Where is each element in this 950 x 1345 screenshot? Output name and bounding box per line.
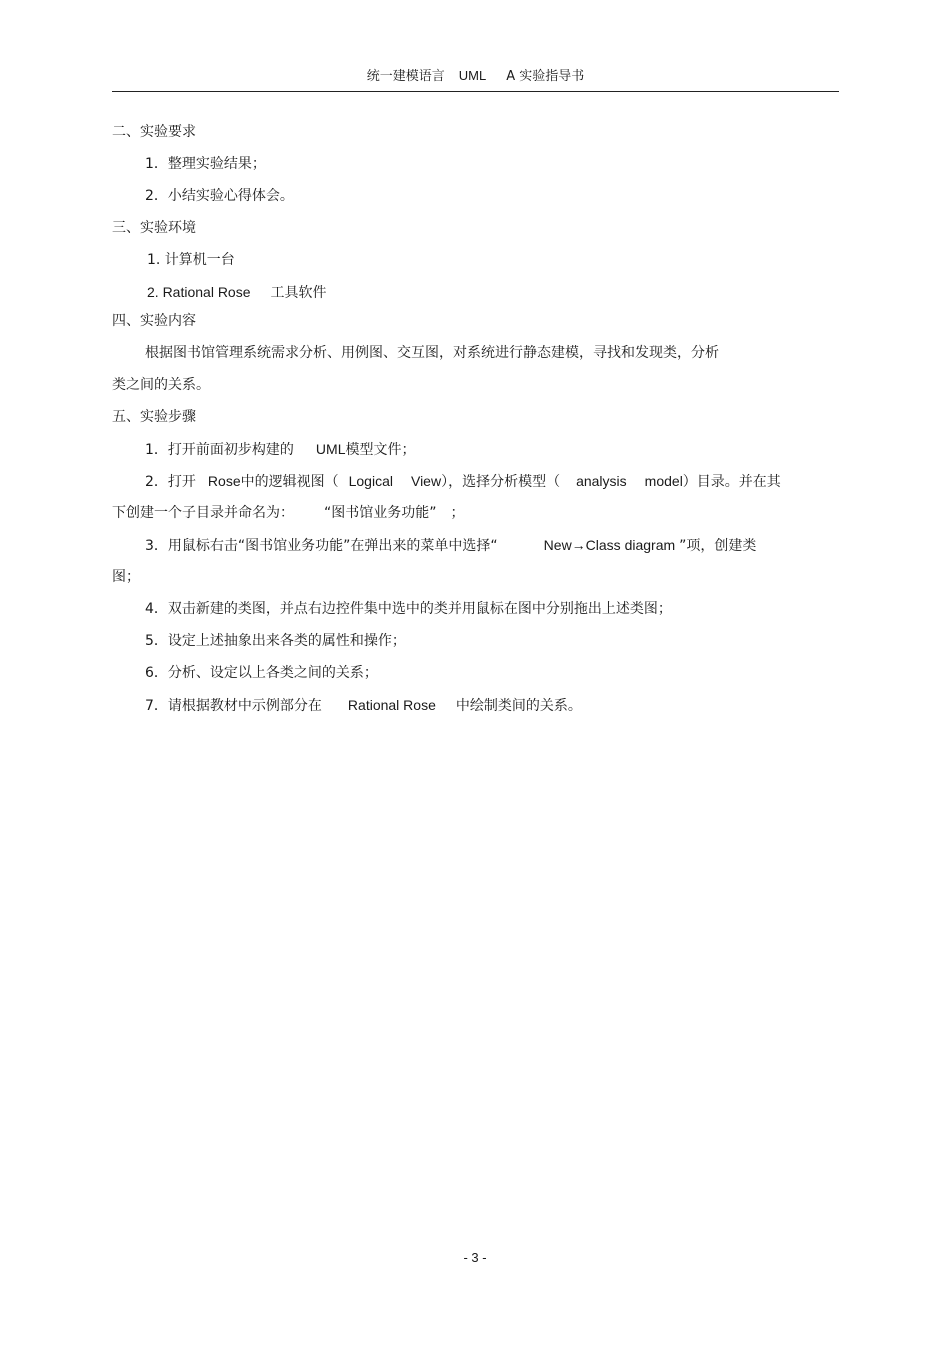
environment-item-2-suffix: 工具软件 bbox=[270, 285, 327, 301]
step-2-text-f: analysis bbox=[576, 473, 627, 489]
step-5: 5．设定上述抽象出来各类的属性和操作； bbox=[145, 633, 406, 649]
step-2-text-d: Logical bbox=[348, 473, 393, 489]
step-2-text-a: 2．打开 bbox=[145, 474, 196, 490]
step-1-text-b: UML模型文件； bbox=[315, 441, 416, 457]
requirement-item-2: 2．小结实验心得体会。 bbox=[145, 188, 294, 204]
step-1 bbox=[112, 437, 828, 469]
section-heading-requirements: 二、实验要求 bbox=[112, 124, 196, 140]
environment-item-2 bbox=[112, 280, 828, 309]
step-3-line2: 图； bbox=[112, 569, 140, 585]
section-heading-environment: 三、实验环境 bbox=[112, 220, 196, 236]
page-number: - 3 - bbox=[463, 1250, 487, 1265]
step-3-line1 bbox=[112, 533, 828, 565]
step-3-text-a: 3．用鼠标右击“图书馆业务功能”在弹出来的菜单中选择“ bbox=[145, 538, 498, 554]
header-title-part3: A 实验指导书 bbox=[506, 69, 585, 84]
step-2-line2 bbox=[112, 501, 828, 533]
header-title-part1: 统一建模语言 bbox=[366, 69, 445, 84]
step-7-text-a: 7．请根据教材中示例部分在 bbox=[145, 698, 322, 714]
step-7 bbox=[112, 693, 828, 725]
header-title-part2: UML bbox=[458, 68, 487, 83]
step-2-text-c: 中的逻辑视图（ bbox=[240, 474, 339, 490]
step-2-text-b: Rose bbox=[207, 473, 241, 489]
section-heading-steps: 五、实验步骤 bbox=[112, 409, 196, 425]
step-2-line2-text-c: ； bbox=[450, 505, 465, 521]
section-heading-content: 四、实验内容 bbox=[112, 313, 196, 329]
step-2-text-e: View），选择分析模型（ bbox=[410, 473, 561, 489]
step-3-text-b: New→Class diagram bbox=[543, 537, 676, 553]
step-7-text-b: Rational Rose bbox=[347, 697, 436, 713]
step-2-line2-text-a: 下创建一个子目录并命名为： bbox=[112, 505, 294, 521]
step-3-text-c: ”项，创建类 bbox=[679, 538, 757, 554]
environment-item-1: 1. 计算机一台 bbox=[147, 252, 235, 268]
page-header bbox=[112, 66, 839, 92]
requirement-item-1: 1．整理实验结果； bbox=[145, 156, 266, 172]
step-4: 4．双击新建的类图，并点右边控件集中选中的类并用鼠标在图中分别拖出上述类图； bbox=[145, 601, 672, 617]
step-2-text-g: model）目录。并在其 bbox=[644, 473, 781, 489]
content-paragraph-line2: 类之间的关系。 bbox=[112, 377, 210, 393]
environment-item-2-software: 2. Rational Rose bbox=[147, 284, 251, 300]
step-2-line1 bbox=[112, 469, 828, 501]
content-paragraph-line1: 根据图书馆管理系统需求分析、用例图、交互图，对系统进行静态建模，寻找和发现类，分析 bbox=[145, 345, 719, 361]
step-1-text-a: 1．打开前面初步构建的 bbox=[145, 442, 294, 458]
step-7-text-c: 中绘制类间的关系。 bbox=[455, 698, 582, 714]
step-6: 6．分析、设定以上各类之间的关系； bbox=[145, 665, 378, 681]
document-body bbox=[112, 120, 828, 725]
step-2-line2-text-b: “图书馆业务功能” bbox=[324, 505, 437, 521]
